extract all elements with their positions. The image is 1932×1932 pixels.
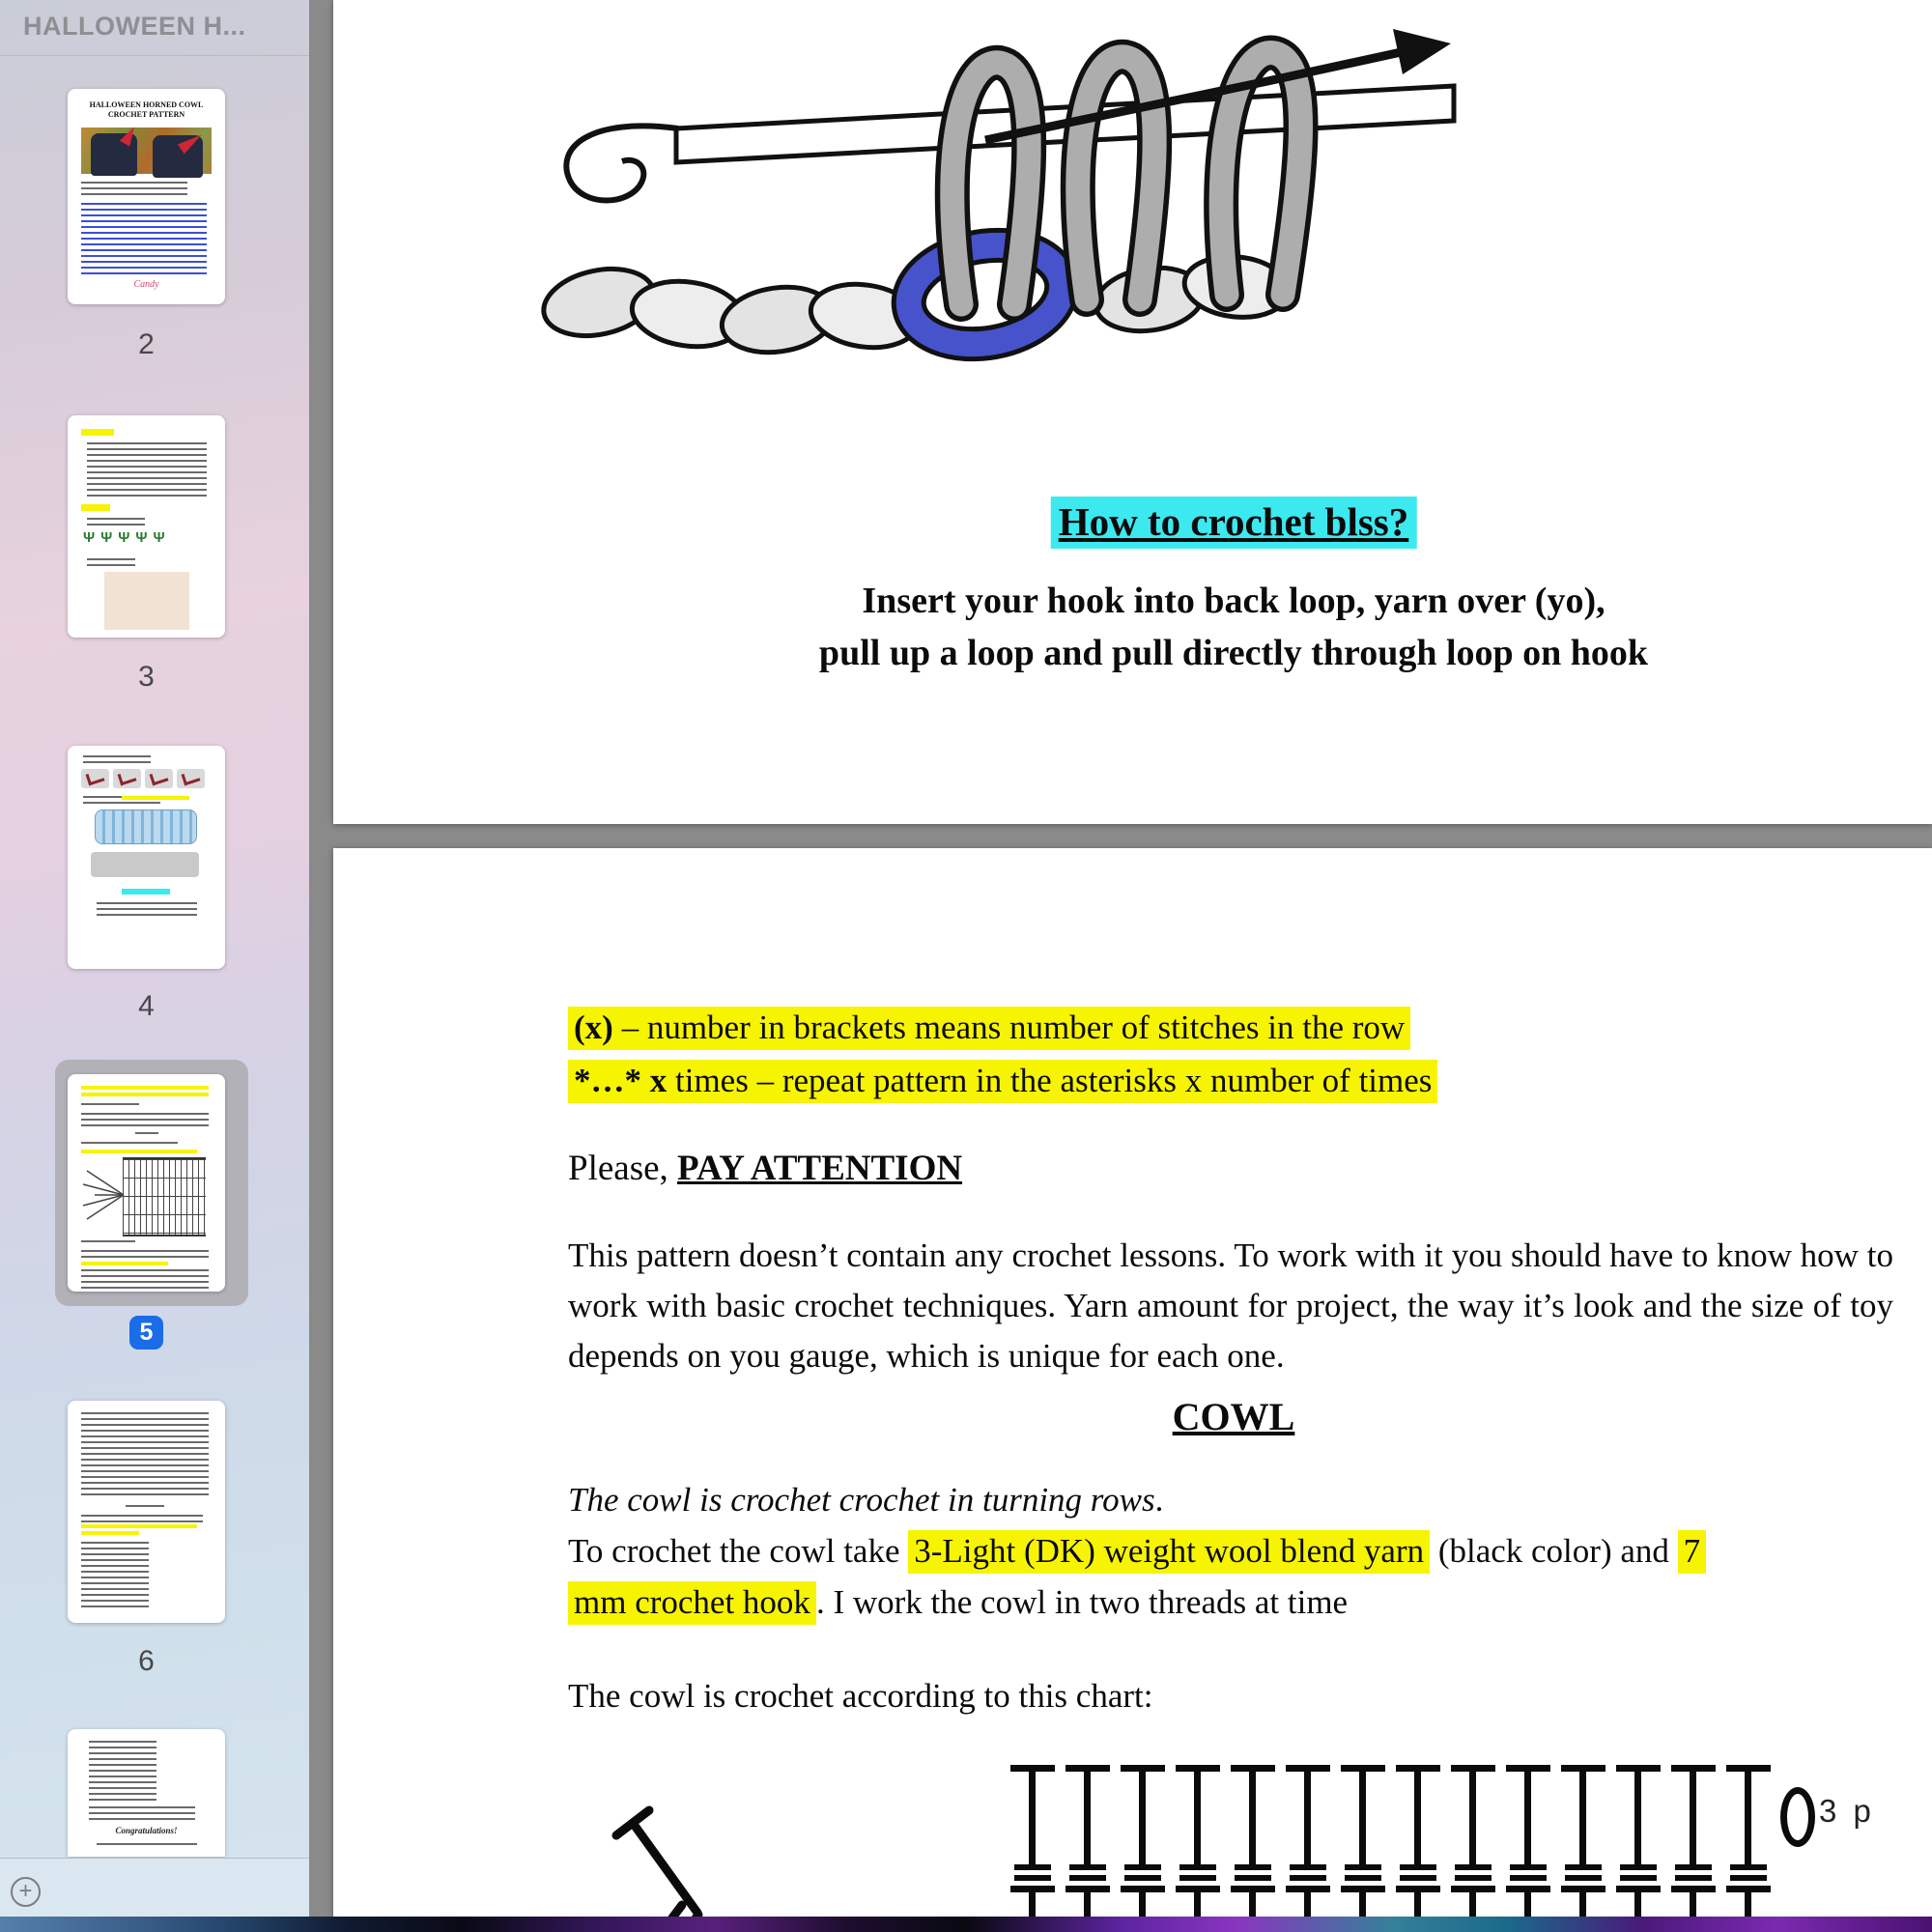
- hdc-symbol: [1665, 1765, 1720, 1864]
- blo-hdc-symbol: [1115, 1864, 1170, 1918]
- hdc-symbol: [1170, 1765, 1225, 1864]
- document-title: HALLOWEEN H...: [23, 12, 246, 41]
- hdc-symbol: [1225, 1765, 1280, 1864]
- blo-hdc-symbol: [1390, 1864, 1445, 1918]
- hdc-symbol: [1390, 1765, 1445, 1864]
- pay-attention-line: Please, PAY ATTENTION: [568, 1149, 963, 1188]
- attention-paragraph: This pattern doesn’t contain any crochet lessons. To work with it you should have to know how to work with basic crochet techniques. Yarn amount for project, the way it’s look and the size of toy depends on you gauge, which is unique for each one.: [568, 1236, 1893, 1375]
- blo-hdc-symbol: [1555, 1864, 1610, 1918]
- cowl-heading: COWL: [1172, 1395, 1295, 1438]
- hdc-symbol: [1280, 1765, 1335, 1864]
- yarn-line-1: To crochet the cowl take 3-Light (DK) weight wool blend yarn (black color) and 7: [568, 1532, 1706, 1571]
- page-number-2: 2: [138, 328, 155, 360]
- blo-hdc-symbol: [1500, 1864, 1555, 1918]
- chain-ring-symbol: [1780, 1787, 1815, 1847]
- blo-hdc-symbol: [1280, 1864, 1335, 1918]
- legend-line-2: *…* x times – repeat pattern in the asterisks x number of times: [568, 1062, 1437, 1100]
- page-number-3: 3: [138, 661, 155, 693]
- hdc-symbol: [1445, 1765, 1500, 1864]
- chart-turning-chain-symbol: [599, 1804, 724, 1918]
- bottom-dock-strip: [0, 1917, 1932, 1932]
- crochet-chart-row-bottom: [1005, 1864, 1776, 1918]
- thumb2-logo: Candy: [133, 279, 159, 290]
- hdc-symbol: [1335, 1765, 1390, 1864]
- page-thumbnail-7[interactable]: [68, 1729, 225, 1857]
- hdc-symbol: [1115, 1765, 1170, 1864]
- cowl-italic-line: The cowl is crochet crochet in turning rows.: [568, 1481, 1164, 1519]
- thumb2-title: HALLOWEEN HORNED COWL CROCHET PATTERN: [89, 100, 204, 119]
- hdc-symbol: [1005, 1765, 1060, 1864]
- thumb7-congrats: Congratulations!: [115, 1826, 178, 1835]
- thumbnail-sidebar: [0, 0, 309, 1917]
- hdc-symbol: [1720, 1765, 1776, 1864]
- thumb4-braid-image: [95, 810, 197, 844]
- page-thumbnail-4[interactable]: [68, 746, 225, 969]
- thumb3-crochet-symbols: ΨΨΨΨΨ: [83, 529, 171, 546]
- blo-hdc-symbol: [1445, 1864, 1500, 1918]
- sidebar-footer: [0, 1858, 309, 1918]
- howto-line1: Insert your hook into back loop, yarn over (yo),: [862, 581, 1605, 621]
- thumb5-chart: [81, 1157, 212, 1233]
- thumb2-cowl-photo: [81, 128, 212, 174]
- blo-hdc-symbol: [1720, 1864, 1776, 1918]
- thumb4-stitch-diagrams: [81, 769, 205, 788]
- blo-hdc-symbol: [1225, 1864, 1280, 1918]
- hdc-symbol: [1500, 1765, 1555, 1864]
- blo-hdc-symbol: [1005, 1864, 1060, 1918]
- selected-page-badge: 5: [129, 1316, 163, 1350]
- page-number-6: 6: [138, 1645, 155, 1677]
- blo-hdc-symbol: [1170, 1864, 1225, 1918]
- blo-hdc-symbol: [1610, 1864, 1665, 1918]
- hdc-symbol: [1555, 1765, 1610, 1864]
- hdc-symbol: [1060, 1765, 1115, 1864]
- thumb4-hook-image: [91, 852, 199, 877]
- yarn-line-2: mm crochet hook . I work the cowl in two threads at time: [568, 1583, 1348, 1622]
- page-thumbnail-5[interactable]: [68, 1074, 225, 1292]
- blo-hdc-symbol: [1060, 1864, 1115, 1918]
- crochet-hook-illustration: [531, 5, 1507, 420]
- document-page-5: [333, 848, 1932, 1918]
- document-page-4: [333, 0, 1932, 824]
- blo-hdc-symbol: [1665, 1864, 1720, 1918]
- hdc-symbol: [1610, 1765, 1665, 1864]
- page-thumbnail-2[interactable]: [68, 89, 225, 304]
- page-number-4: 4: [138, 990, 155, 1022]
- add-page-button[interactable]: [11, 1877, 41, 1907]
- legend-line-1: (x) – number in brackets means number of stitches in the row: [568, 1009, 1410, 1047]
- howto-heading: How to crochet blss?: [1051, 498, 1417, 545]
- thumb3-stitch-image: [104, 572, 189, 630]
- howto-line2: pull up a loop and pull directly through loop on hook: [818, 633, 1649, 673]
- plus-icon: +: [18, 1878, 33, 1904]
- crochet-chart-row-top: [1005, 1765, 1776, 1864]
- chart-label: 3 p: [1819, 1793, 1875, 1829]
- chart-intro-line: The cowl is crochet according to this chart:: [568, 1677, 1153, 1715]
- sidebar-divider: [0, 55, 309, 56]
- page-thumbnail-3[interactable]: [68, 415, 225, 638]
- page-thumbnail-6[interactable]: [68, 1401, 225, 1623]
- blo-hdc-symbol: [1335, 1864, 1390, 1918]
